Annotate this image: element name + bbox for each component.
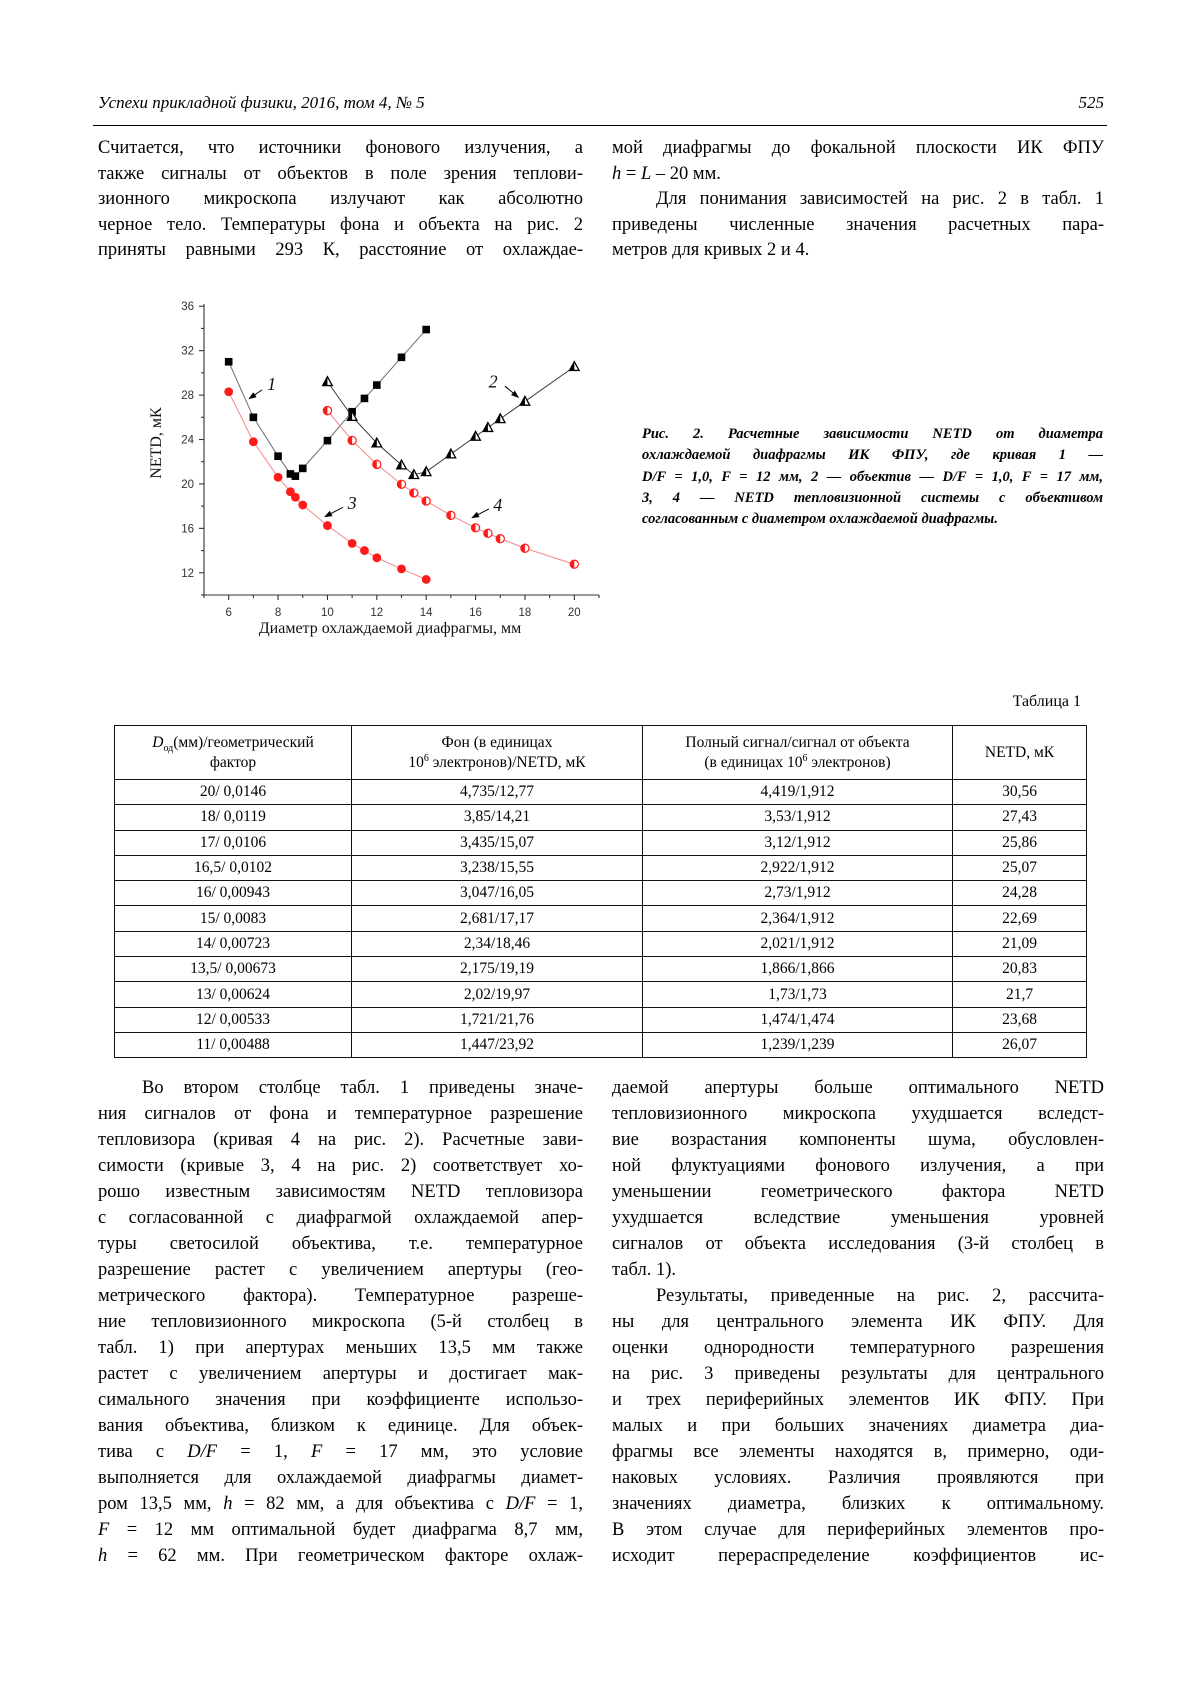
text-line — [612, 1387, 1104, 1413]
cell-netd: 23,68 — [953, 1007, 1087, 1032]
table-row — [115, 780, 1087, 805]
data-point-curve-1 — [373, 381, 381, 389]
data-point-curve-3 — [274, 473, 283, 482]
text-line — [612, 1179, 1104, 1205]
text-span: D/F = 1,0, F = 12 мм, 2 — объектив — D/F = 1,0, F = 17 мм, — [642, 468, 1103, 485]
data-point-curve-2 — [495, 414, 505, 423]
data-point-curve-2 — [323, 377, 333, 386]
table-row — [115, 957, 1087, 982]
text-span: черное тело. Температуры фона и объекта на рис. 2 — [98, 214, 583, 235]
header-text: Фон (в единицах — [441, 733, 553, 751]
cell-diameter-factor: 18/ 0,0119 — [115, 805, 352, 830]
text-span: Рис. 2. Расчетные зависимости NETD от диаметра — [642, 426, 1103, 442]
x-tick-label: 12 — [370, 607, 384, 619]
text-span: 3, 4 — NETD тепловизионной системы с объективом — [642, 489, 1103, 506]
text-line — [98, 1205, 583, 1231]
text-line — [98, 238, 583, 264]
data-point-curve-1 — [250, 413, 258, 421]
text-line — [612, 1309, 1104, 1335]
table-row — [115, 982, 1087, 1007]
math-variable: h — [612, 163, 622, 184]
math-variable: F — [310, 1442, 323, 1462]
cell-netd: 21,7 — [953, 982, 1087, 1007]
header-text: (мм)/геометрический — [173, 733, 314, 751]
cell-background-netd: 2,175/19,19 — [352, 957, 643, 982]
text-line — [642, 445, 1103, 466]
text-span: ние тепловизионного микроскопа (5-й столбец в — [98, 1312, 583, 1332]
text-span: выполняется для охлаждаемой диафрагмы диамет- — [98, 1468, 583, 1488]
text-span: приняты равными 293 К, расстояние от охлаждае- — [98, 240, 583, 261]
curve-label-1: 1 — [267, 374, 277, 395]
text-span: = 17 мм, это условие — [322, 1442, 583, 1462]
cell-background-netd: 2,681/17,17 — [352, 906, 643, 931]
text-line — [98, 1309, 583, 1335]
text-span: = — [621, 163, 641, 184]
col-header-background — [352, 726, 643, 780]
plot-area — [181, 301, 599, 619]
text-span: ухудшается вследствие уменьшения уровней — [612, 1208, 1104, 1228]
data-point-curve-4 — [471, 524, 479, 532]
header-rule — [93, 125, 1107, 126]
data-point-curve-4 — [447, 511, 455, 519]
y-tick-label: 16 — [181, 523, 194, 536]
text-line — [98, 1543, 583, 1569]
text-line — [612, 162, 1104, 188]
cell-diameter-factor: 13,5/ 0,00673 — [115, 957, 352, 982]
cell-signal: 2,922/1,912 — [643, 855, 953, 880]
data-point-curve-4 — [496, 535, 504, 543]
text-line — [98, 1361, 583, 1387]
text-line — [612, 238, 1104, 264]
text-span: = 12 мм оптимальной будет диафрагма 8,7 мм, — [109, 1520, 583, 1540]
text-line — [98, 1257, 583, 1283]
table-row — [115, 1007, 1087, 1032]
text-span: рошо известным зависимостям NETD тепловизора — [98, 1182, 583, 1202]
text-line — [612, 1543, 1104, 1569]
curve-label-3: 3 — [347, 492, 357, 513]
text-span: = 1, — [535, 1494, 583, 1514]
text-span: симости (кривые 3, 4 на рис. 2) соответствует хо- — [98, 1156, 583, 1176]
text-span: – 20 мм. — [651, 163, 721, 184]
data-point-curve-3 — [422, 575, 431, 584]
data-point-curve-2 — [471, 431, 481, 440]
math-variable: L — [640, 163, 652, 184]
text-line — [98, 1465, 583, 1491]
bottom-left-paragraph — [98, 1075, 583, 1569]
table-header-row — [115, 726, 1087, 780]
text-span: исходит перераспределение коэффициентов ис- — [612, 1546, 1104, 1566]
cell-netd: 27,43 — [953, 805, 1087, 830]
data-point-curve-4 — [348, 436, 356, 444]
text-span: малых и при больших значениях диаметра диа- — [612, 1416, 1104, 1436]
math-variable: D/F — [505, 1494, 536, 1514]
cell-netd: 24,28 — [953, 881, 1087, 906]
text-span: сигналов от объекта исследования (3-й столбец в — [612, 1234, 1104, 1254]
data-point-curve-4 — [323, 407, 331, 415]
cell-netd: 30,56 — [953, 780, 1087, 805]
text-span: ния сигналов от фона и температурное разрешение — [98, 1104, 583, 1124]
top-left-paragraph — [98, 136, 583, 264]
text-line — [98, 1075, 583, 1101]
text-line — [612, 1205, 1104, 1231]
text-line — [98, 1231, 583, 1257]
netd-chart — [140, 270, 620, 650]
text-line — [612, 1075, 1104, 1101]
text-span: = 62 мм. При геометрическом факторе охлаж- — [107, 1546, 583, 1566]
header-text: электронов) — [807, 753, 891, 771]
data-point-curve-3 — [348, 539, 357, 548]
header-variable-d: D — [152, 733, 164, 751]
table-row — [115, 805, 1087, 830]
text-span: наковых условиях. Различия проявляются при — [612, 1468, 1104, 1488]
text-span: В этом случае для периферийных элементов про- — [612, 1520, 1104, 1540]
text-line — [612, 1491, 1104, 1517]
data-point-curve-1 — [225, 358, 233, 366]
cell-netd: 21,09 — [953, 931, 1087, 956]
header-text: 10 — [786, 753, 803, 771]
data-point-curve-1 — [324, 437, 332, 445]
text-span: метрического фактора). Температурное разреше- — [98, 1286, 583, 1306]
text-line — [98, 1491, 583, 1517]
text-line — [612, 1335, 1104, 1361]
text-line — [98, 1179, 583, 1205]
text-span: зионного микроскопа излучают как абсолютно — [98, 189, 583, 210]
y-tick-label: 32 — [181, 345, 194, 358]
header-exponent: 6 — [802, 752, 808, 764]
x-tick-label: 20 — [567, 607, 581, 619]
series-line-curve-1 — [229, 330, 427, 477]
x-tick-label: 6 — [225, 607, 232, 619]
cell-netd: 25,86 — [953, 830, 1087, 855]
cell-background-netd: 3,85/14,21 — [352, 805, 643, 830]
text-span: табл. 1) при апертурах меньших 13,5 мм также — [98, 1338, 583, 1358]
page-number: 525 — [1078, 93, 1104, 112]
cell-background-netd: 4,735/12,77 — [352, 780, 643, 805]
data-point-curve-3 — [397, 564, 406, 573]
data-point-curve-3 — [298, 501, 307, 510]
cell-signal: 2,73/1,912 — [643, 881, 953, 906]
cell-background-netd: 2,02/19,97 — [352, 982, 643, 1007]
cell-netd: 25,07 — [953, 855, 1087, 880]
text-span: вие возрастания компоненты шума, обусловлен- — [612, 1130, 1104, 1150]
text-line — [98, 1283, 583, 1309]
text-span: Считается, что источники фонового излучения, а — [98, 138, 583, 158]
text-span: даемой апертуры больше оптимального NETD — [612, 1078, 1104, 1098]
data-point-curve-4 — [484, 529, 492, 537]
text-line — [98, 1127, 583, 1153]
text-line — [612, 1465, 1104, 1491]
y-tick-label: 28 — [181, 390, 194, 403]
text-span: тепловизионного микроскопа ухудшается вследст- — [612, 1104, 1104, 1124]
table-title: Таблица 1 — [1012, 693, 1081, 710]
data-point-curve-1 — [274, 452, 282, 460]
table-row — [115, 855, 1087, 880]
cell-background-netd: 1,447/23,92 — [352, 1032, 643, 1057]
text-line — [98, 187, 583, 213]
text-line — [612, 1101, 1104, 1127]
cell-diameter-factor: 16/ 0,00943 — [115, 881, 352, 906]
text-span: фрагмы все элементы находятся в, примерно, оди- — [612, 1442, 1104, 1462]
data-point-curve-3 — [372, 553, 381, 562]
curve-label-2: 2 — [488, 371, 498, 392]
text-span: разрешение растет с увеличением апертуры (гео- — [98, 1260, 583, 1280]
col-header-diameter — [115, 726, 352, 780]
data-point-curve-3 — [323, 521, 332, 530]
text-line — [98, 136, 583, 162]
data-point-curve-1 — [299, 465, 307, 473]
text-span: значениях диаметра, близких к оптимальному. — [612, 1494, 1104, 1514]
cell-signal: 2,021/1,912 — [643, 931, 953, 956]
text-span: симального значения при коэффициенте использо- — [98, 1390, 583, 1410]
text-line — [612, 1517, 1104, 1543]
text-line — [612, 136, 1104, 162]
cell-diameter-factor: 11/ 0,00488 — [115, 1032, 352, 1057]
x-tick-label: 16 — [469, 607, 482, 619]
data-point-curve-1 — [422, 326, 430, 334]
text-span: тива с — [98, 1442, 188, 1462]
data-point-curve-4 — [410, 489, 418, 497]
data-point-curve-1 — [398, 354, 406, 362]
table-row — [115, 1032, 1087, 1057]
text-span: табл. 1). — [612, 1260, 676, 1280]
cell-signal: 4,419/1,912 — [643, 780, 953, 805]
text-span: Во втором столбце табл. 1 приведены значе- — [142, 1078, 583, 1098]
cell-background-netd: 2,34/18,46 — [352, 931, 643, 956]
curve-label-arrow-4 — [472, 509, 489, 518]
text-line — [612, 1257, 1104, 1283]
y-tick-label: 24 — [181, 434, 194, 447]
text-span: оценки однородности температурного разрешения — [612, 1338, 1104, 1358]
data-point-curve-2 — [483, 423, 493, 432]
x-tick-label: 10 — [321, 607, 334, 619]
cell-signal: 1,474/1,474 — [643, 1007, 953, 1032]
cell-netd: 26,07 — [953, 1032, 1087, 1057]
cell-diameter-factor: 14/ 0,00723 — [115, 931, 352, 956]
text-line — [98, 1101, 583, 1127]
text-span: Результаты, приведенные на рис. 2, рассчита- — [656, 1286, 1104, 1306]
text-span: туры светосилой объектива, т.е. температурное — [98, 1234, 583, 1254]
curve-label-arrow-1 — [249, 390, 262, 399]
text-line — [612, 1439, 1104, 1465]
text-span: = 1, — [217, 1442, 311, 1462]
text-line — [98, 1517, 583, 1543]
header-text: NETD, мК — [984, 743, 1055, 761]
x-axis-title: Диаметр охлаждаемой диафрагмы, мм — [258, 620, 522, 637]
cell-diameter-factor: 17/ 0,0106 — [115, 830, 352, 855]
text-span: ром 13,5 мм, — [98, 1494, 224, 1514]
text-span: = 82 мм, а для объектива с — [232, 1494, 506, 1514]
x-tick-label: 8 — [274, 607, 282, 619]
bottom-right-paragraph — [612, 1075, 1104, 1569]
text-span: тепловизора (кривая 4 на рис. 2). Расчетные зави- — [98, 1130, 583, 1150]
cell-background-netd: 1,721/21,76 — [352, 1007, 643, 1032]
data-point-curve-4 — [521, 544, 529, 552]
text-span: метров для кривых 2 и 4. — [612, 240, 810, 261]
cell-signal: 2,364/1,912 — [643, 906, 953, 931]
text-line — [642, 424, 1103, 445]
x-tick-label: 14 — [419, 607, 433, 619]
cell-background-netd: 3,238/15,55 — [352, 855, 643, 880]
curve-label-4: 4 — [493, 495, 503, 516]
cell-netd: 20,83 — [953, 957, 1087, 982]
data-point-curve-2 — [421, 467, 431, 476]
table-row — [115, 931, 1087, 956]
text-span: с согласованной с диафрагмой охлаждаемой апер- — [98, 1208, 583, 1228]
y-axis-title: NETD, мК — [148, 407, 165, 479]
data-point-curve-2 — [446, 449, 456, 458]
text-line — [612, 1231, 1104, 1257]
curve-label-arrow-3 — [325, 507, 343, 516]
text-span: ной флуктуациями фонового излучения, а при — [612, 1156, 1104, 1176]
text-line — [612, 1127, 1104, 1153]
text-line — [98, 1387, 583, 1413]
text-line — [98, 1153, 583, 1179]
cell-signal: 1,73/1,73 — [643, 982, 953, 1007]
header-text: (в единицах — [704, 753, 787, 771]
cell-background-netd: 3,435/15,07 — [352, 830, 643, 855]
table-row — [115, 830, 1087, 855]
series-line-curve-4 — [327, 411, 574, 565]
col-header-netd — [953, 726, 1087, 780]
cell-signal: 1,866/1,866 — [643, 957, 953, 982]
data-point-curve-2 — [570, 362, 580, 371]
text-line — [612, 1361, 1104, 1387]
text-span: на рис. 3 приведены результаты для центрального — [612, 1364, 1104, 1384]
math-variable: h — [223, 1494, 233, 1514]
header-text: фактор — [209, 753, 257, 771]
series-line-curve-3 — [229, 392, 427, 580]
y-tick-label: 20 — [181, 478, 194, 491]
table-row — [115, 881, 1087, 906]
text-line — [98, 213, 583, 239]
figure-caption — [642, 424, 1103, 530]
text-span: охлаждаемой диафрагмы ИК ФПУ, где кривая 1 — — [642, 447, 1103, 464]
x-tick-label: 18 — [518, 607, 532, 619]
data-table — [114, 725, 1087, 1058]
text-line — [642, 488, 1103, 509]
cell-diameter-factor: 12/ 0,00533 — [115, 1007, 352, 1032]
header-text: Полный сигнал/сигнал от объекта — [685, 733, 910, 751]
text-line — [642, 509, 1103, 530]
text-span: приведены численные значения расчетных пара- — [612, 214, 1104, 235]
data-point-curve-4 — [397, 480, 405, 488]
table-body — [115, 780, 1087, 1058]
marker-half-fill — [323, 377, 328, 386]
header-exponent: 6 — [423, 752, 429, 764]
data-point-curve-3 — [360, 546, 369, 555]
data-point-curve-4 — [373, 460, 381, 468]
text-line — [612, 1283, 1104, 1309]
cell-diameter-factor: 13/ 0,00624 — [115, 982, 352, 1007]
cell-signal: 1,239/1,239 — [643, 1032, 953, 1057]
text-span: растет с увеличением апертуры и достигает мак- — [98, 1364, 583, 1384]
data-point-curve-2 — [520, 396, 530, 405]
text-line — [612, 1153, 1104, 1179]
cell-background-netd: 3,047/16,05 — [352, 881, 643, 906]
data-point-curve-1 — [292, 472, 300, 480]
col-header-signal — [643, 726, 953, 780]
y-tick-label: 12 — [181, 567, 194, 580]
text-span: и трех периферийных элементов ИК ФПУ. При — [612, 1390, 1104, 1410]
text-span: уменьшении геометрического фактора NETD — [612, 1182, 1104, 1202]
text-span: ны для центрального элемента ИК ФПУ. Для — [612, 1312, 1104, 1332]
data-point-curve-1 — [361, 395, 369, 403]
text-line — [98, 1439, 583, 1465]
cell-signal: 3,53/1,912 — [643, 805, 953, 830]
text-line — [612, 213, 1104, 239]
data-point-curve-2 — [397, 460, 407, 469]
text-line — [612, 187, 1104, 213]
header-subscript: од — [163, 742, 174, 754]
data-point-curve-4 — [570, 560, 578, 568]
text-span: вания объектива, близком к единице. Для объек- — [98, 1416, 583, 1436]
math-variable: h — [98, 1546, 108, 1566]
running-header-journal: Успехи прикладной физики, 2016, том 4, № 5 — [98, 93, 425, 112]
cell-diameter-factor: 15/ 0,0083 — [115, 906, 352, 931]
text-line — [642, 467, 1103, 488]
header-text: электронов)/NETD, мК — [428, 753, 586, 771]
data-point-curve-3 — [249, 437, 258, 446]
data-point-curve-4 — [422, 497, 430, 505]
text-line — [98, 1335, 583, 1361]
marker-half-fill — [421, 467, 426, 476]
top-right-paragraph — [612, 136, 1104, 264]
cell-diameter-factor: 16,5/ 0,0102 — [115, 855, 352, 880]
text-line — [612, 1413, 1104, 1439]
table-row — [115, 906, 1087, 931]
y-tick-label: 36 — [181, 301, 194, 314]
cell-signal: 3,12/1,912 — [643, 830, 953, 855]
text-span: Для понимания зависимостей на рис. 2 в табл. 1 — [656, 189, 1104, 210]
cell-diameter-factor: 20/ 0,0146 — [115, 780, 352, 805]
cell-netd: 22,69 — [953, 906, 1087, 931]
header-text: 10 — [408, 753, 424, 771]
text-line — [98, 162, 583, 188]
math-variable: D/F — [187, 1442, 218, 1462]
curve-label-arrow-2 — [505, 386, 518, 397]
text-span: мой диафрагмы до фокальной плоскости ИК ФПУ — [612, 138, 1104, 158]
data-point-curve-3 — [291, 493, 300, 502]
text-line — [98, 1413, 583, 1439]
text-span: согласованным с диаметром охлаждаемой диафрагмы. — [642, 511, 998, 528]
text-span: также сигналы от объектов в поле зрения теплови- — [98, 163, 583, 184]
data-point-curve-3 — [224, 387, 233, 396]
math-variable: F — [98, 1520, 110, 1540]
